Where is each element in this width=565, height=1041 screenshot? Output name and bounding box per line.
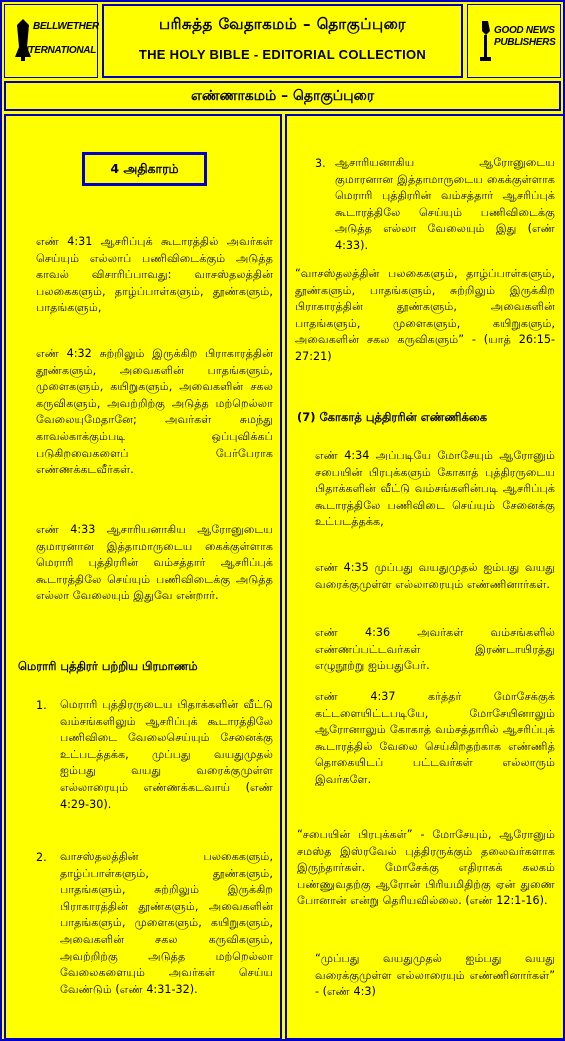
right-column [285,114,565,1040]
bellwether-logo [4,4,98,78]
list-number: 2. [36,851,47,864]
good-news-logo [467,4,561,78]
logo-right-line2: PUBLISHERS [494,37,556,48]
verse-4-35: எண் 4:35 முப்பது வயதுமுதல் ஐம்பது வயது வரைக்குமுள்ள எல்லாரையும் எண்ணினார்கள். [315,561,555,591]
title-english: THE HOLY BIBLE - EDITORIAL COLLECTION [138,47,427,62]
verse-4-37: எண் 4:37 கர்த்தர் மோசேக்குக் கட்டளையிட்டபடியே, மோசேயினாலும் ஆரோனாலும் கோகாத் வம்சத்தாரில் ஆசரிப்புக் கூடாரத்தில் வேலை செய்கிறதற்காக எண்ணித் தொகையிடப் பட்டவர்கள் எல்லாரும் இவர்களே. [315,690,555,786]
list-number: 3. [315,157,326,170]
quote-exodus: “வாசஸ்தலத்தின் பலகைகளும், தாழ்ப்பாள்களும், தூண்களும், பாதங்களும், சுற்றிலும் இருக்கிற பிராகாரத்தின் தூண்களும், அவைகளின் பாதங்களும், முளைகளும், கயிறுகளும், அவைகளின் சகல கருவிகளும்” - (யாத் 26:15-27:21) [295,267,555,363]
commentary-princes: “சபையின் பிரபுக்கள்” - மோசேயும், ஆரோனும் சமஸ்த இஸ்ரவேல் புத்திரருக்கும் தலைவர்களாக இருந்தார்கள். மோசேக்கு எதிராகக் கலகம் பண்ணுவதற்கு ஆரோன் பிரியமிதிற்கு ஏன் துணை போனான் என்று தெரியவில்லை. (எண் 12:1-16). [297,828,555,908]
header [4,4,561,79]
quote-numbers-4-3: “முப்பது வயதுமுதல் ஐம்பது வயது வரைக்குமுள்ள எல்லாரையும் எண்ணினார்கள்” - (எண் 4:3) [315,952,555,999]
title-box [102,4,463,78]
title-tamil: பரிசுத்த வேதாகமம் – தொகுப்புரை [158,15,407,33]
section-heading-kohath: (7) கோகாத் புத்திரரின் எண்ணிக்கை [297,410,488,424]
list-item: மெராரி புத்திரருடைய பிதாக்களின் வீட்டு வம்சங்களிலும் ஆசரிப்புக் கூடாரத்திலே பணிவிடை வேலைசெய்யும் சேனைக்கு உட்படத்தக்க, முப்பது வயதுமுதல் ஐம்பது வயது வரைக்குமுள்ள எல்லாரையும் எண்ணக்கடவாய் (எண் 4:29-30). [60,698,273,811]
list-number: 1. [36,699,47,712]
section-heading-merari: மெராரி புத்திரர் பற்றிய பிரமாணம் [18,659,198,673]
logo-left-line2: INTERNATIONAL [19,45,97,56]
subheader: எண்ணாகமம் – தொகுப்புரை [4,81,561,111]
verse-4-32: எண் 4:32 சுற்றிலும் இருக்கிற பிராகாரத்தின் தூண்களும், அவைகளின் பாதங்களும், முளைகளும், கயிறுகளும், அவைகளின் சகல கருவிகளும், அவற்றிற்கு அடுத்த மற்றெல்லா வேலையுமேதானே; அவர்கள் சுமந்து காவல்காக்கும்படி ஒப்புவிக்கப் படுகிறவைகளைப் பேர்பேராக எண்ணக்கடவீர்கள். [36,347,273,477]
left-column [4,114,282,1040]
list-item: ஆசாரியனாகிய ஆரோனுடைய குமாரனான இத்தாமாருடைய கைக்குள்ளாக மெராரி புத்திரரின் வம்சத்தார் ஆசரிப்புக் கூடாரத்திலே செய்யும் பணிவிடைக்கு அடுத்த எல்லா வேலையும் இது (எண் 4:33). [335,156,555,252]
logo-right-line1: GOOD NEWS [494,25,555,36]
logo-left-line1: BELLWETHER [33,21,99,32]
chapter-box: 4 அதிகாரம் [82,152,207,186]
verse-4-36: எண் 4:36 அவர்கள் வம்சங்களில் எண்ணப்பட்டவர்கள் இரண்டாயிரத்து எழுநூற்று ஐம்பதுபேர். [315,626,555,673]
verse-4-34: எண் 4:34 அப்படியே மோசேயும் ஆரோனும் சபையின் பிரபுக்களும் கோகாத் புத்திரருடைய பிதாக்களின் வீட்டு வம்சங்களின்படி ஆசரிப்புக் கூடாரத்திலே பணிவிடை செய்யும் சேனைக்கு உட்படத்தக்க, [315,449,555,529]
verse-4-33: எண் 4:33 ஆசாரியனாகிய ஆரோனுடைய குமாரனான இத்தாமாருடைய கைக்குள்ளாக மெராரி புத்திரரின் வம்சத்தார் ஆசரிப்புக் கூடாரத்திலே செய்யும் பணிவிடைக்கு அடுத்த எல்லா வேலையும் இதுவே என்றார். [36,523,273,603]
verse-4-31: எண் 4:31 ஆசரிப்புக் கூடாரத்தில் அவர்கள் செய்யும் எல்லாப் பணிவிடைக்கும் அடுத்த காவல் விசாரிப்பாவது: வாசஸ்தலத்தின் பலகைகளும், தாழ்ப்பாள்களும், தூண்களும், பாதங்களும், [36,235,273,315]
list-item: வாசஸ்தலத்தின் பலகைகளும், தாழ்ப்பாள்களும், தூண்களும், பாதங்களும், சுற்றிலும் இருக்கிற பிராகாரத்தின் தூண்களும், அவைகளின் பாதங்களும், முளைகளும், கயிறுகளும், அவைகளின் சகல கருவிகளும், அவற்றிற்கு அடுத்த மற்றெல்லா வேலைகளையும் அவர்கள் செய்ய வேண்டும் (எண் 4:31-32). [60,850,273,996]
